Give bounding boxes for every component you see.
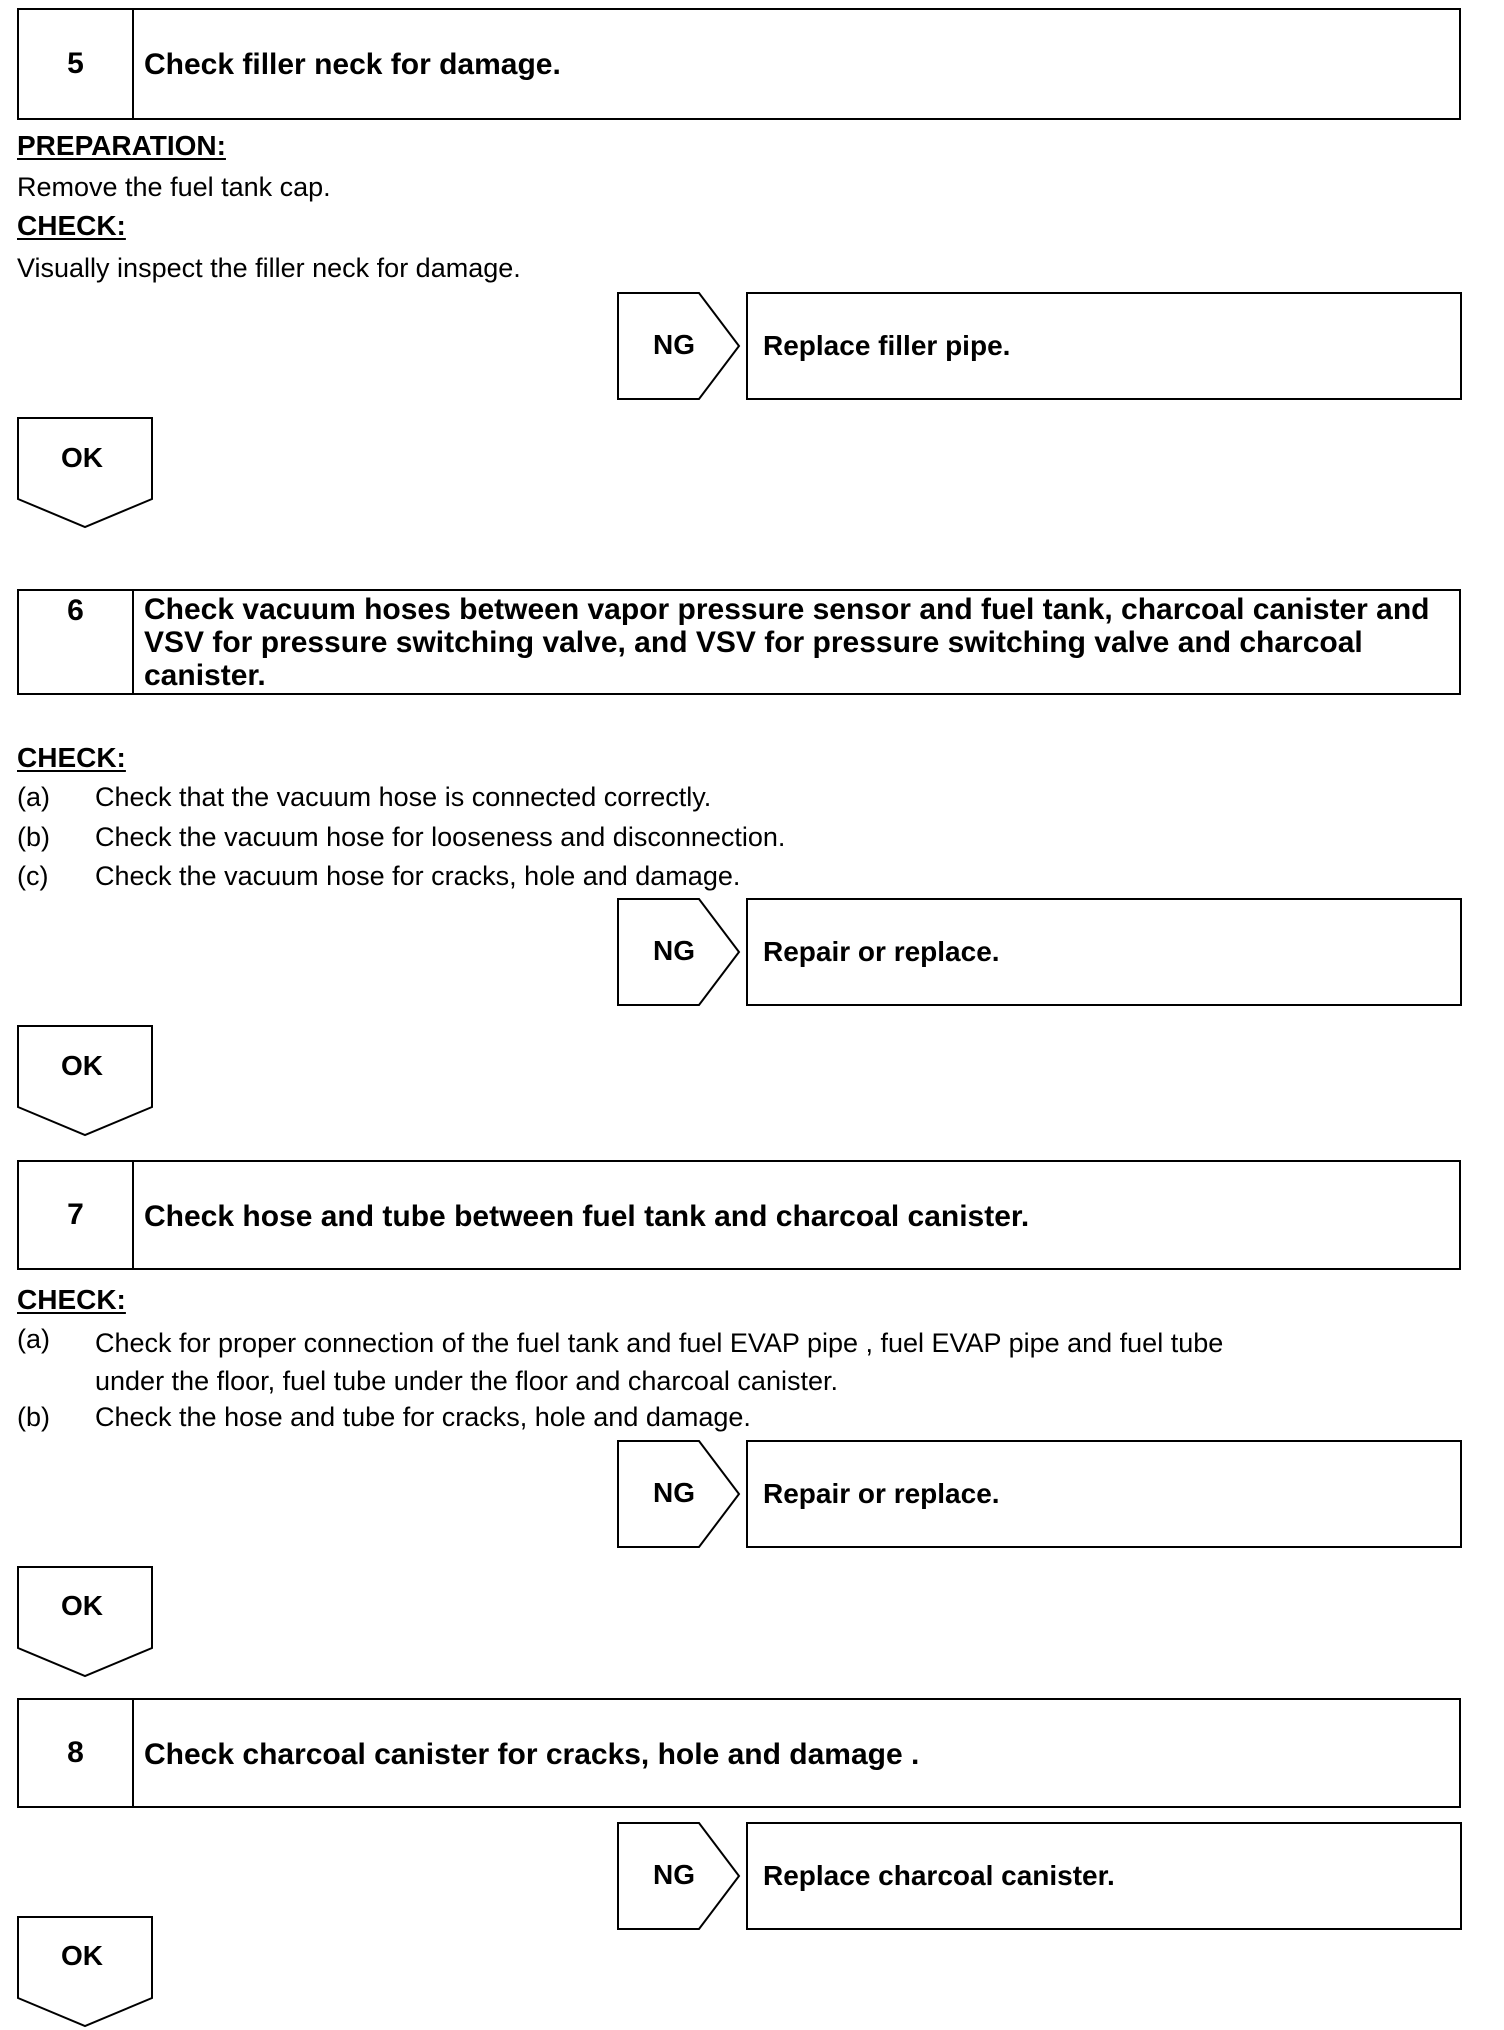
- step-6-item-b-text: Check the vacuum hose for looseness and disconnection.: [95, 822, 786, 852]
- step-6-item-b-tag: (b): [17, 822, 50, 852]
- step-5-ok-label: OK: [61, 442, 103, 473]
- step-8-header: [17, 1698, 1461, 1808]
- step-7-ok-arrow: [17, 1566, 155, 1678]
- step-5-preparation-label: PREPARATION:: [17, 130, 226, 161]
- step-5-ng-action-box: [746, 292, 1462, 400]
- step-5-header: [17, 8, 1461, 120]
- step-8-title: Check charcoal canister for cracks, hole and damage .: [144, 1738, 920, 1771]
- step-7-item-a-text: Check for proper connection of the fuel tank and fuel EVAP pipe , fuel EVAP pipe and fuel tube under the floor, fuel tube under the floor and charcoal canister.: [95, 1328, 1224, 1396]
- step-7-ok-label: OK: [61, 1590, 103, 1621]
- step-5-ng-label: NG: [653, 329, 695, 360]
- step-6-ng-action: Repair or replace.: [763, 936, 1000, 967]
- step-7-item-a-tag: (a): [17, 1324, 50, 1354]
- step-7-item-b-text: Check the hose and tube for cracks, hole and damage.: [95, 1402, 751, 1432]
- step-8-ng-action: Replace charcoal canister.: [763, 1860, 1115, 1891]
- step-7-check-label: CHECK:: [17, 1284, 126, 1315]
- step-5-check-text: Visually inspect the filler neck for damage.: [17, 253, 521, 283]
- step-5-title: Check filler neck for damage.: [144, 48, 561, 81]
- step-5-number: 5: [19, 10, 134, 118]
- step-8-ok-arrow: [17, 1916, 155, 2028]
- step-6-ng-action-box: [746, 898, 1462, 1006]
- step-8-ng-label: NG: [653, 1859, 695, 1890]
- step-7-number: 7: [19, 1162, 134, 1268]
- step-7-title: Check hose and tube between fuel tank and charcoal canister.: [144, 1200, 1030, 1233]
- step-7-item-b-tag: (b): [17, 1402, 50, 1432]
- step-7-ng-action-box: [746, 1440, 1462, 1548]
- step-7-header: [17, 1160, 1461, 1270]
- step-6-number: 6: [19, 591, 134, 693]
- step-6-title: Check vacuum hoses between vapor pressure sensor and fuel tank, charcoal canister and VSV for pressure switching valve, and VSV for pressure switching valve and charcoal canister.: [144, 593, 1430, 692]
- step-8-ok-label: OK: [61, 1940, 103, 1971]
- step-7-ng-action: Repair or replace.: [763, 1478, 1000, 1509]
- step-6-ng-label: NG: [653, 935, 695, 966]
- step-6-ok-label: OK: [61, 1050, 103, 1081]
- step-5-preparation-text: Remove the fuel tank cap.: [17, 172, 331, 202]
- step-6-item-c-tag: (c): [17, 861, 49, 891]
- step-6-item-c-text: Check the vacuum hose for cracks, hole and damage.: [95, 861, 741, 891]
- step-8-ng-action-box: [746, 1822, 1462, 1930]
- step-6-check-label: CHECK:: [17, 742, 126, 773]
- step-6-item-a-text: Check that the vacuum hose is connected correctly.: [95, 782, 712, 812]
- step-8-number: 8: [19, 1700, 134, 1806]
- step-5-ng-action: Replace filler pipe.: [763, 330, 1011, 361]
- step-5-check-label: CHECK:: [17, 210, 126, 241]
- step-6-item-a-tag: (a): [17, 782, 50, 812]
- step-6-header: [17, 589, 1461, 695]
- step-7-ng-label: NG: [653, 1477, 695, 1508]
